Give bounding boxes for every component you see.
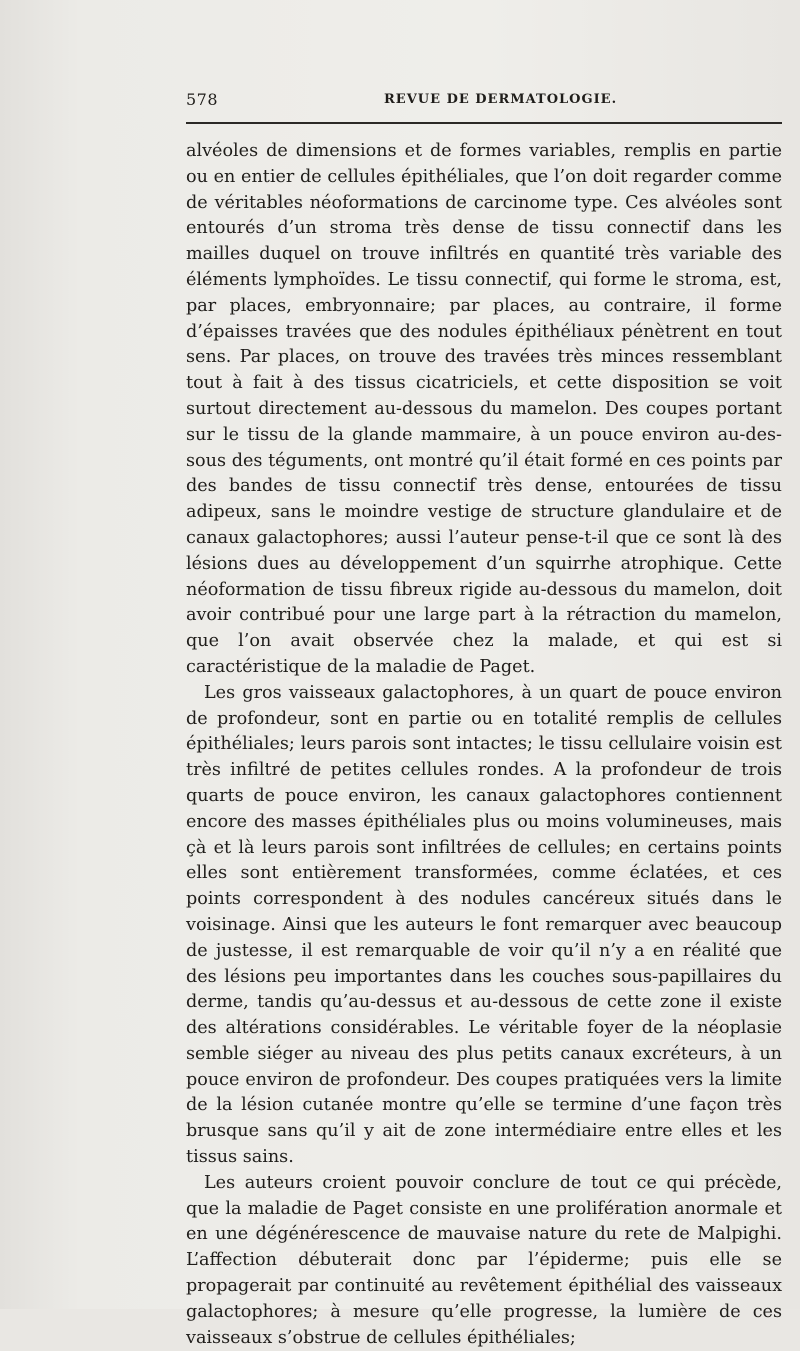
- paragraph-continuation: alvéoles de dimensions et de formes variables, remplis en partie ou en entier de cellules épithéliales, que l’on doit regarder comme de véritables néoformations de carcinome type. Ces alvéoles sont entourés d’un stroma très dense de tissu connectif dans les mailles duquel on trouve infiltrés en quantité très variable des éléments lymphoïdes. Le tissu connectif, qui forme le stroma, est, par places, embryonnaire; par places, au contraire, il forme d’épaisses travées que des nodules épithéliaux pénètrent en tout sens. Par places, on trouve des travées très minces ressemblant tout à fait à des tissus cicatriciels, et cette disposition se voit surtout directement au-dessous du mamelon. Des coupes portant sur le tissu de la glande mammaire, à un pouce environ au-dessous des téguments, ont montré qu’il était formé en ces points par des bandes de tissu connectif très dense, entourées de tissu adipeux, sans le moindre vestige de structure glandulaire et de canaux galactophores; aussi l’auteur pense-t-il que ce sont là des lésions dues au développement d’un squirrhe atrophique. Cette néoformation de tissu fibreux rigide au-dessous du mamelon, doit avoir contribué pour une large part à la rétraction du mamelon, que l’on avait observée chez la malade, et qui est si caractéristique de la maladie de Paget.: [186, 141, 782, 677]
- header-rule: [186, 122, 782, 124]
- paragraph-galactophores: Les gros vaisseaux galactophores, à un quart de pouce environ de profondeur, sont en partie ou en totalité remplis de cellules épithéliales; leurs parois sont intactes; le tissu cellulaire voisin est très infiltré de petites cellules rondes. A la profondeur de trois quarts de pouce environ, les canaux galactophores contiennent encore des masses épithéliales plus ou moins volumineuses, mais çà et là leurs parois sont infiltrées de cellules; en certains points elles sont entièrement transformées, comme éclatées, et ces points correspondent à des nodules cancéreux situés dans le voisinage. Ainsi que les auteurs le font remarquer avec beaucoup de justesse, il est remarquable de voir qu’il n’y a en réalité que des lésions peu importantes dans les couches sous-papillaires du derme, tandis qu’au-dessus et au-dessous de cette zone il existe des altérations considérables. Le véritable foyer de la néoplasie semble siéger au niveau des plus petits canaux excréteurs, à un pouce environ de profondeur. Des coupes pratiquées vers la limite de la lésion cutanée montre qu’elle se termine d’une façon très brusque sans qu’il y ait de zone intermédiaire entre elles et les tissus sains.: [186, 682, 782, 1168]
- paragraph-conclusion: Les auteurs croient pouvoir conclure de tout ce qui précède, que la maladie de Paget consiste en une prolifération anormale et en une dégénérescence de mauvaise nature du rete de Malpighi. L’affection débuterait donc par l’épiderme; puis elle se propagerait par continuité au revêtement épithélial des vaisseaux galactophores; à mesure qu’elle progresse, la lumière de ces vaisseaux s’obstrue de cellules épithéliales;: [186, 1172, 782, 1348]
- body-text: [186, 139, 782, 1351]
- running-title: REVUE DE DERMATOLOGIE.: [384, 92, 618, 107]
- page-number: 578: [186, 90, 219, 109]
- running-header: [186, 90, 782, 112]
